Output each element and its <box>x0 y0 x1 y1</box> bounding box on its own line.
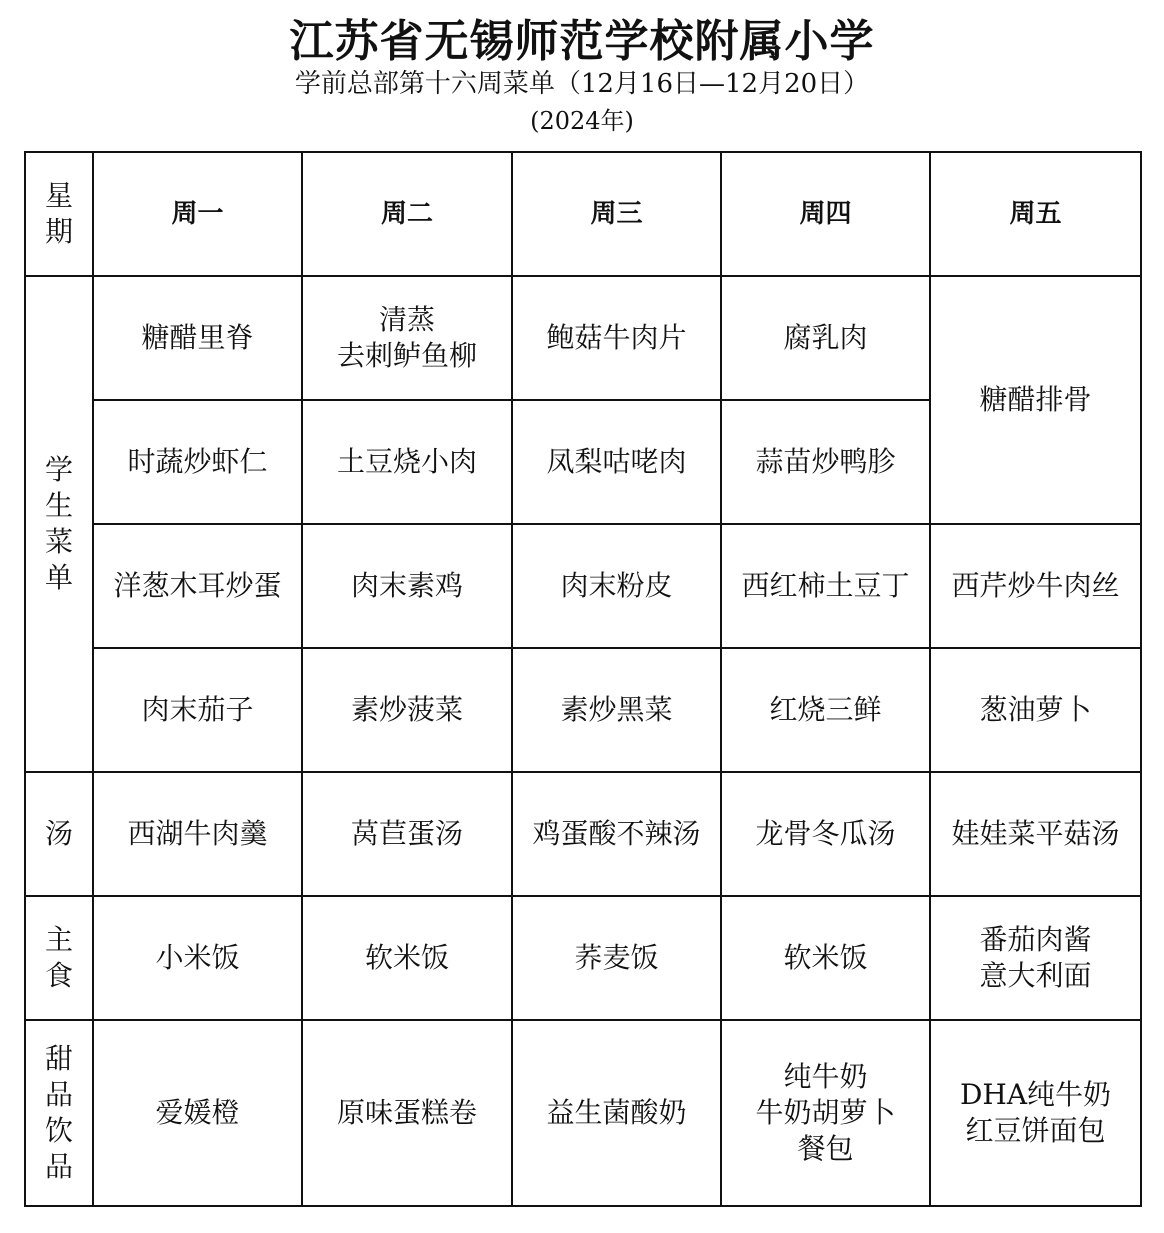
student-menu-char: 单 <box>44 561 73 594</box>
dish-line: 小米饭 <box>155 941 240 974</box>
soup-cell <box>721 772 930 896</box>
dish-cell <box>93 648 302 772</box>
weekday-header-char: 期 <box>44 215 73 248</box>
dish-line: 鲍菇牛肉片 <box>546 321 687 354</box>
dish-line: 鸡蛋酸不辣汤 <box>532 817 701 850</box>
day-header-tue: 周二 <box>302 152 512 276</box>
dish-line: 洋葱木耳炒蛋 <box>113 569 282 602</box>
staple-label <box>25 896 93 1020</box>
dish-cell <box>721 648 930 772</box>
dish-line: 糖醋里脊 <box>141 321 254 354</box>
header-row <box>25 152 1141 276</box>
staple-cell <box>930 896 1141 1020</box>
dish-cell <box>302 400 512 524</box>
dish-line: DHA纯牛奶 <box>959 1078 1112 1111</box>
dish-line: 时蔬炒虾仁 <box>127 445 268 478</box>
student-menu-char: 生 <box>44 489 73 522</box>
dish-cell <box>302 524 512 648</box>
dessert-cell <box>721 1020 930 1206</box>
staple-row <box>25 896 1141 1020</box>
weekday-header-char: 星 <box>44 179 73 212</box>
dish-line: 莴苣蛋汤 <box>350 817 463 850</box>
dish-cell <box>721 524 930 648</box>
weekly-menu-table <box>24 151 1142 1207</box>
dish-line: 肉末茄子 <box>141 693 254 726</box>
dish-line: 软米饭 <box>783 941 868 974</box>
day-header-thu: 周四 <box>721 152 930 276</box>
soup-cell <box>930 772 1141 896</box>
day-header-fri: 周五 <box>930 152 1141 276</box>
dish-cell <box>302 648 512 772</box>
dish-cell <box>302 276 512 400</box>
dish-line: 清蒸 <box>378 303 435 336</box>
student-menu-char: 学 <box>44 453 73 486</box>
dish-line: 原味蛋糕卷 <box>336 1096 477 1129</box>
dish-line: 娃娃菜平菇汤 <box>951 817 1120 850</box>
dessert-label-char: 甜 <box>44 1042 73 1075</box>
student-menu-label <box>25 276 93 772</box>
soup-label: 汤 <box>25 772 93 896</box>
menu-subtitle: 学前总部第十六周菜单（12月16日—12月20日） <box>294 69 870 99</box>
dish-cell <box>93 400 302 524</box>
dessert-label-char: 品 <box>44 1150 73 1183</box>
student-menu-char: 菜 <box>44 525 73 558</box>
dessert-cell <box>93 1020 302 1206</box>
dish-line: 土豆烧小肉 <box>336 445 477 478</box>
dish-cell <box>93 524 302 648</box>
dish-cell <box>930 276 1141 524</box>
dish-line: 牛奶胡萝卜 <box>755 1096 896 1129</box>
dessert-cell <box>930 1020 1141 1206</box>
dessert-cell <box>302 1020 512 1206</box>
dish-line: 西芹炒牛肉丝 <box>951 569 1120 602</box>
dish-line: 番茄肉酱 <box>979 923 1092 956</box>
dish-line: 西湖牛肉羹 <box>127 817 268 850</box>
dessert-row <box>25 1020 1141 1206</box>
dish-line: 去刺鲈鱼柳 <box>336 339 477 372</box>
dish-line: 肉末粉皮 <box>560 569 673 602</box>
dish-cell <box>930 648 1141 772</box>
staple-cell <box>721 896 930 1020</box>
staple-cell <box>512 896 721 1020</box>
weekday-header-cell <box>25 152 93 276</box>
dish-line: 荞麦饭 <box>574 941 659 974</box>
student-row-1 <box>25 276 1141 400</box>
dessert-label <box>25 1020 93 1206</box>
dessert-cell <box>512 1020 721 1206</box>
soup-cell <box>512 772 721 896</box>
soup-row <box>25 772 1141 896</box>
dish-line: 凤梨咕咾肉 <box>546 445 687 478</box>
dish-cell <box>721 276 930 400</box>
dish-cell <box>721 400 930 524</box>
dish-line: 益生菌酸奶 <box>546 1096 687 1129</box>
dish-cell <box>512 524 721 648</box>
staple-label-char: 主 <box>44 923 73 956</box>
dish-line: 素炒菠菜 <box>350 693 463 726</box>
dish-line: 红豆饼面包 <box>965 1114 1106 1147</box>
dish-line: 糖醋排骨 <box>979 383 1092 416</box>
dish-cell <box>512 276 721 400</box>
dish-line: 纯牛奶 <box>783 1060 868 1093</box>
dish-line: 软米饭 <box>364 941 449 974</box>
dish-line: 爱媛橙 <box>155 1096 240 1129</box>
dish-line: 龙骨冬瓜汤 <box>755 817 896 850</box>
day-header-mon: 周一 <box>93 152 302 276</box>
soup-cell <box>93 772 302 896</box>
staple-cell <box>93 896 302 1020</box>
student-row-4 <box>25 648 1141 772</box>
dish-cell <box>93 276 302 400</box>
dish-cell <box>930 524 1141 648</box>
dish-line: 蒜苗炒鸭胗 <box>755 445 896 478</box>
staple-cell <box>302 896 512 1020</box>
dish-line: 肉末素鸡 <box>350 569 463 602</box>
staple-label-char: 食 <box>44 959 73 992</box>
menu-year: (2024年) <box>530 107 634 135</box>
dish-line: 意大利面 <box>979 959 1092 992</box>
dish-line: 素炒黑菜 <box>560 693 673 726</box>
day-header-wed: 周三 <box>512 152 721 276</box>
dessert-label-char: 品 <box>44 1078 73 1111</box>
dish-line: 红烧三鲜 <box>769 693 882 726</box>
dish-cell <box>512 648 721 772</box>
student-row-3 <box>25 524 1141 648</box>
dish-line: 腐乳肉 <box>783 321 868 354</box>
soup-cell <box>302 772 512 896</box>
dish-cell <box>512 400 721 524</box>
dish-line: 葱油萝卜 <box>979 693 1092 726</box>
dish-line: 西红柿土豆丁 <box>741 569 910 602</box>
dessert-label-char: 饮 <box>44 1114 73 1147</box>
page-title: 江苏省无锡师范学校附属小学 <box>289 16 875 67</box>
dish-line: 餐包 <box>797 1132 854 1165</box>
